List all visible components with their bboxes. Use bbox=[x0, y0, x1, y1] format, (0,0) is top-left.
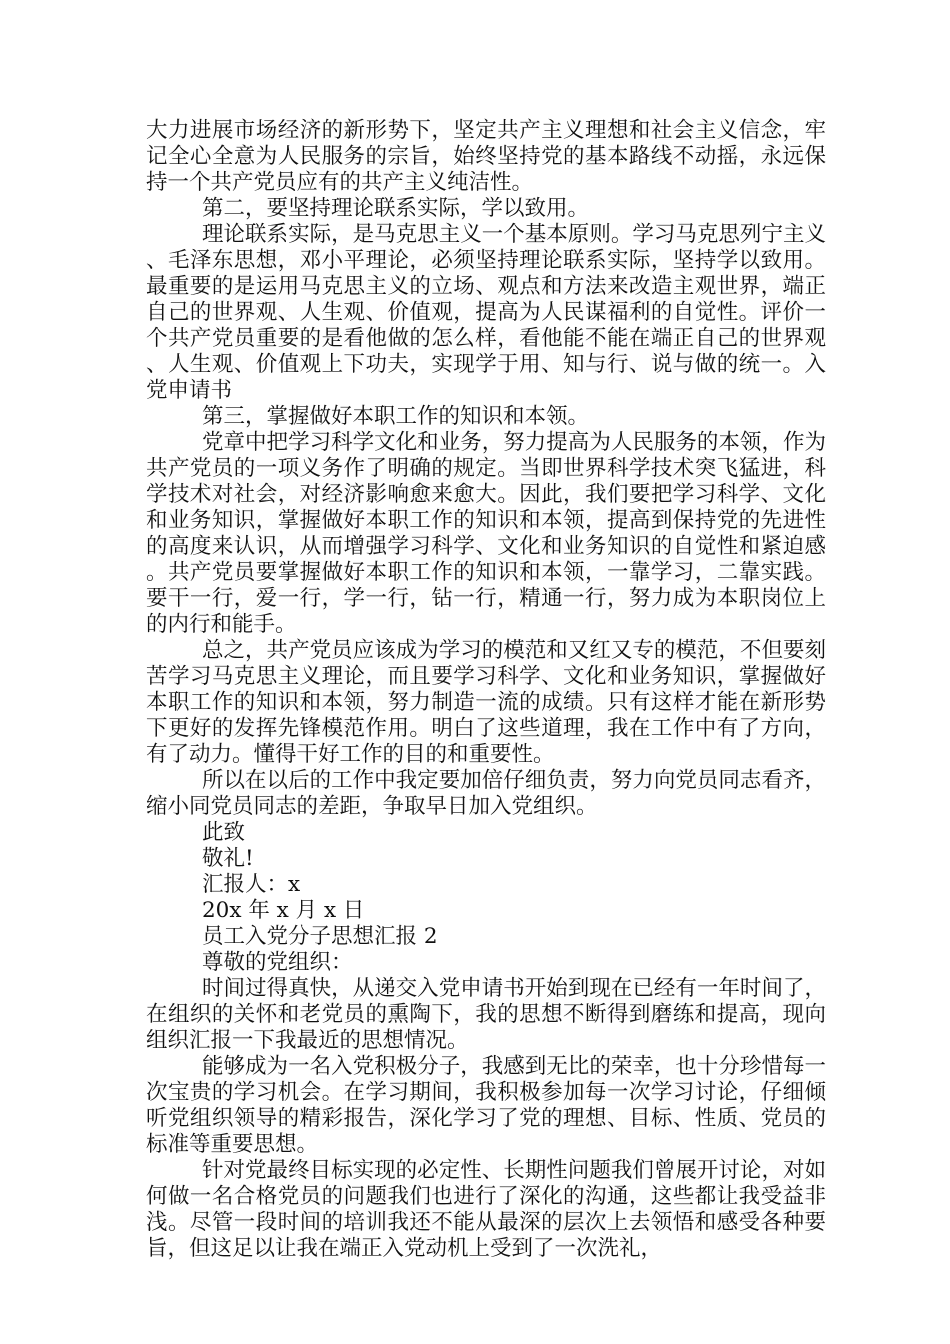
salutation-line-1: 此致 bbox=[202, 820, 246, 845]
greeting-line: 尊敬的党组织： bbox=[202, 950, 353, 975]
paragraph-activist-honor: 能够成为一名入党积极分子，我感到无比的荣幸，也十分珍惜每一次宝贵的学习机会。在学习期间，我积极参加每一次学习讨论，仔细倾听党组织领导的精彩报告，深化学习了党的理想、目标、性质、党员的标准等重要思想。 bbox=[146, 1054, 826, 1157]
date-line: 20x 年 x 月 x 日 bbox=[202, 898, 365, 923]
paragraph-continuation: 大力进展市场经济的新形势下，坚定共产主义理想和社会主义信念，牢记全心全意为人民服务的宗旨，始终坚持党的基本路线不动摇，永远保持一个共产党员应有的共产主义纯洁性。 bbox=[146, 118, 826, 195]
paragraph-time-flies: 时间过得真快，从递交入党申请书开始到现在已经有一年时间了，在组织的关怀和老党员的熏陶下，我的思想不断得到磨练和提高，现向组织汇报一下我最近的思想情况。 bbox=[146, 976, 826, 1053]
paragraph-heading-second: 第二，要坚持理论联系实际，学以致用。 bbox=[202, 196, 590, 221]
section-title: 员工入党分子思想汇报 2 bbox=[202, 924, 438, 949]
paragraph-summary: 总之，共产党员应该成为学习的模范和又红又专的模范，不但要刻苦学习马克思主义理论，而且要学习科学、文化和业务知识，掌握做好本职工作的知识和本领，努力制造一流的成绩。只有这样才能在新形势下更好的发挥先锋模范作用。明白了这些道理，我在工作中有了方向，有了动力。懂得干好工作的目的和重要性。 bbox=[146, 638, 826, 767]
paragraph-discussion: 针对党最终目标实现的必定性、长期性问题我们曾展开讨论，对如何做一名合格党员的问题我们也进行了深化的沟通，这些都让我受益非浅。尽管一段时间的培训我还不能从最深的层次上去领悟和感受各种要旨，但这足以让我在端正入党动机上受到了一次洗礼， bbox=[146, 1158, 826, 1261]
paragraph-party-constitution: 党章中把学习科学文化和业务，努力提高为人民服务的本领，作为共产党员的一项义务作了明确的规定。当即世界科学技术突飞猛进，科学技术对社会，对经济影响愈来愈大。因此，我们要把学习科学、文化和业务知识，掌握做好本职工作的知识和本领，提高到保持党的先进性的高度来认识，从而增强学习科学、文化和业务知识的自觉性和紧迫感。共产党员要掌握做好本职工作的知识和本领，一靠学习，二靠实践。要干一行，爱一行，学一行，钻一行，精通一行，努力成为本职岗位上的内行和能手。 bbox=[146, 430, 826, 637]
salutation-line-2: 敬礼! bbox=[202, 846, 254, 871]
document-body bbox=[146, 118, 826, 1262]
paragraph-future-work: 所以在以后的工作中我定要加倍仔细负责，努力向党员同志看齐，缩小同党员同志的差距，争取早日加入党组织。 bbox=[146, 768, 826, 819]
paragraph-theory-practice: 理论联系实际，是马克思主义一个基本原则。学习马克思列宁主义、毛泽东思想，邓小平理论，必须坚持理论联系实际，坚持学以致用。最重要的是运用马克思主义的立场、观点和方法来改造主观世界，端正自己的世界观、人生观、价值观，提高为人民谋福利的自觉性。评价一个共产党员重要的是看他做的怎么样，看他能不能在端正自己的世界观、人生观、价值观上下功夫，实现学于用、知与行、说与做的统一。入党申请书 bbox=[146, 222, 826, 403]
paragraph-heading-third: 第三，掌握做好本职工作的知识和本领。 bbox=[202, 404, 590, 429]
reporter-line: 汇报人：x bbox=[202, 872, 301, 897]
